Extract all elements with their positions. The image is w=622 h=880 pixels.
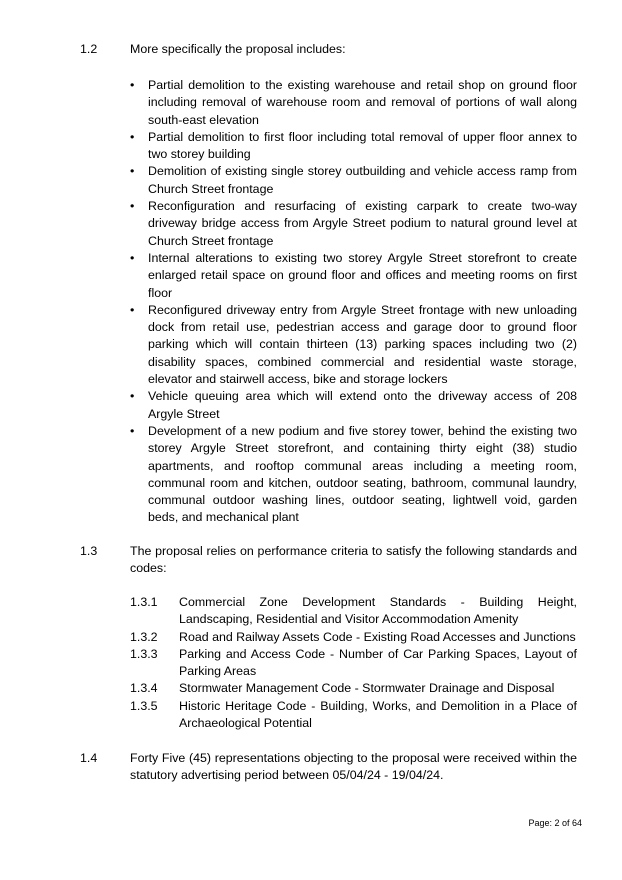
list-item: • Partial demolition to first floor including total removal of upper floor annex to two storey building <box>130 129 577 162</box>
item-text: Road and Railway Assets Code - Existing Road Accesses and Junctions <box>179 629 576 644</box>
list-item <box>130 594 577 629</box>
list-item: • Partial demolition to the existing warehouse and retail shop on ground floor including removal of warehouse room and removal of portions of wall along south-east elevation <box>130 78 577 127</box>
codes-list <box>130 594 577 732</box>
section-1-2 <box>0 41 622 58</box>
section-text: The proposal relies on performance criteria to satisfy the following standards and codes: <box>130 544 577 576</box>
item-text: Historic Heritage Code - Building, Works, and Demolition in a Place of Archaeological Potential <box>179 698 577 731</box>
bullet-icon: • <box>130 199 135 214</box>
bullet-icon: • <box>130 250 135 265</box>
list-item: • Reconfiguration and resurfacing of existing carpark to create two-way driveway bridge access from Argyle Street podium to natural ground level at Church Street frontage <box>130 199 577 248</box>
bullet-icon: • <box>130 423 135 438</box>
bullet-icon: • <box>130 78 135 92</box>
item-number: 1.3.2 <box>130 629 158 644</box>
list-item: • Internal alterations to existing two storey Argyle Street storefront to create enlarged retail space on ground floor and offices and meeting rooms on first floor <box>130 250 577 300</box>
item-text: Commercial Zone Development Standards - Building Height, Landscaping, Residential and Visitor Accommodation Amenity <box>179 595 577 627</box>
list-item <box>130 629 577 646</box>
list-item: • Reconfigured driveway entry from Argyle Street frontage with new unloading dock from retail use, pedestrian access and garage door to ground floor parking which will contain thirteen (13) parking spaces including two (2) disability spaces, combined commercial and residential waste storage, elevator and stairwell access, bike and storage lockers <box>130 302 577 387</box>
page-number: Page: 2 of 64 <box>528 818 582 828</box>
list-item <box>130 680 577 697</box>
bullet-icon: • <box>130 302 135 317</box>
item-number: 1.3.5 <box>130 698 158 713</box>
item-number: 1.3.4 <box>130 681 158 696</box>
list-item <box>130 698 577 733</box>
section-number: 1.2 <box>80 42 98 56</box>
section-number: 1.3 <box>80 544 98 558</box>
list-item: • Demolition of existing single storey outbuilding and vehicle access ramp from Church Street frontage <box>130 164 577 196</box>
section-text: Forty Five (45) representations objecting to the proposal were received within the statutory advertising period between 05/04/24 - 19/04/24. <box>130 751 577 783</box>
bullet-icon: • <box>130 389 135 404</box>
section-text: More specifically the proposal includes: <box>130 42 346 56</box>
bullet-icon: • <box>130 164 135 179</box>
item-text: Parking and Access Code - Number of Car Parking Spaces, Layout of Parking Areas <box>179 646 577 679</box>
proposal-bullet-list <box>130 77 577 527</box>
section-number: 1.4 <box>80 751 98 765</box>
section-1-4 <box>0 750 622 785</box>
list-item <box>130 646 577 681</box>
item-text: Stormwater Management Code - Stormwater Drainage and Disposal <box>179 681 555 696</box>
item-number: 1.3.3 <box>130 646 158 661</box>
section-1-3 <box>0 543 622 578</box>
bullet-icon: • <box>130 129 135 144</box>
list-item: • Vehicle queuing area which will extend onto the driveway access of 208 Argyle Street <box>130 389 577 421</box>
list-item: • Development of a new podium and five storey tower, behind the existing two storey Argyle Street storefront, and containing thirty eight (38) studio apartments, and rooftop communal areas including a meeting room, communal room and kitchen, outdoor seating, bathroom, communal laundry, communal outdoor washing lines, outdoor seating, lightwell void, garden beds, and mechanical plant <box>130 423 577 525</box>
item-number: 1.3.1 <box>130 595 158 609</box>
